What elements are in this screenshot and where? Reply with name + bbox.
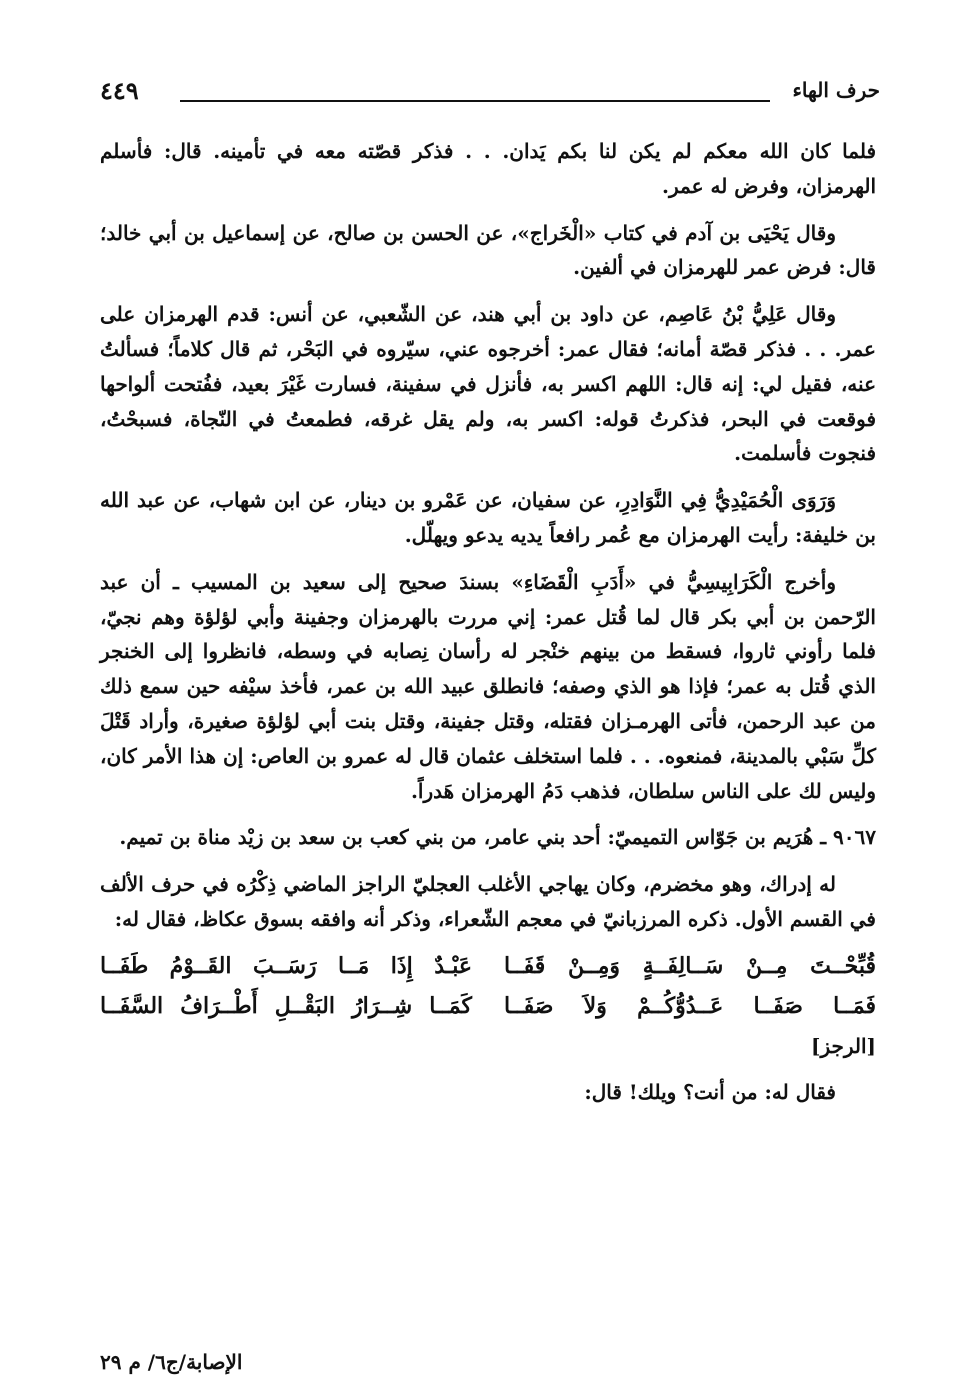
entry-text: أحد بني عامر، من بني كعب بن سعد بن زيْد مناة بن تميم. (119, 825, 601, 850)
paragraph-5: وأخرج الْكَرَابِيسِيُّ في «أَدَبِ الْقَضَاءِ» بسندَ صحيح إلى سعيد بن المسيب ـ أن عبد الرّحمن بن أبي بكر قال لما قُتل عمر: إني مررت بالهرمزان وجفينة وأبي لؤلؤة وهم نجيّ، فلما رأوني ثاروا، فسقط من بينهم خنْجر له رأسان نِصابه في وسطه، فانظروا إلى الخنجر الذي قُتل به عمر؛ فإذا هو الذي وصفه؛ فانطلق عبيد الله بن عمر، فأخذ سيْفه حين سمع ذلك من عبد الرحمن، فأتى الهرمـزان فقتله، وقتل جفينة، وقتل بنت أبي لؤلؤة صغيرة، وأراد قَتْلَ كلِّ سَبْي بالمدينة، فمنعوه. . . فلما استخلف عثمان قال له عمرو بن العاص: إن هذا الأمر كان، وليس لك على الناس سلطان، فذهب دَمُ الهرمزان هَدراً. (100, 569, 876, 803)
verse-hemistich-first: فَمَــا صَفَــا عَــدُوُّكُــمْ وَلاَ صَفَــا (504, 992, 876, 1019)
paragraph-2: وقال يَحْيَى بن آدم في كتاب «الْخَراج»، عن الحسن بن صالح، عن إسماعيل بن أبي خالد؛ قال: فرض عمر للهرمزان في ألفين. (100, 220, 876, 280)
header-rule (180, 100, 770, 102)
verse-line-2 (100, 989, 876, 1029)
closing-line: فقال له: من أنت؟ ويلك! قال: (584, 1079, 836, 1104)
paragraph-after-entry: له إدراك، وهو مخضرم، وكان يهاجي الأغلب العجليّ الراجز الماضي ذِكْرُه في حرف الألف في القسم الأول. ذكره المرزبانيّ في معجم الشّعراء، وذكر أنه وافقه بسوق عكاظ، فقال له: (100, 872, 876, 931)
printer-signature: الإصابة/ج٦/ م ٢٩ (100, 1350, 243, 1374)
verse-hemistich-second: عَبْـدٌ إِذَا مَــا رَسَــبَ القَــوْمُ طَفَــا (100, 952, 472, 979)
page-number: ٤٤٩ (100, 76, 139, 105)
page-body (100, 134, 876, 1122)
paragraph-4: وَرَوَى الْحُمَيْدِيُّ فِي النَّوَادِرِ، عن سفيان، عن عَمْرو بن دينار، عن ابن شهاب، عن عبد الله بن خليفة: رأيت الهرمزان مع عُمر رافعاً يديه يدعو ويهلّل. (100, 488, 876, 547)
running-title: حرف الهاء (792, 78, 880, 102)
page-footer (100, 1350, 876, 1380)
entry-heading: ٩٠٦٧ ـ هُرَيم بن جَوّاس التميميّ: (607, 825, 876, 850)
verse-hemistich-first: قُبِّحْــتَ مِــنْ سَــالِفَــةٍ وَمِــنْ قَفَــا (504, 952, 876, 979)
verse-line-1 (100, 949, 876, 989)
paragraph-3: وقال عَلِيُّ بْنُ عَاصِم، عن داود بن أبي هند، عن الشّعبي، عن أنس: قدم الهرمزان على عمر. . . فذكر قصّة أمانه؛ فقال عمر: أخرجوه عني، سيّروه في البَحْر، ثم قال كلاماً؛ فسألتُ عنه، فقيل لي: إنه قال: اللهم اكسر به، فأنزل في سفينة، فسارت غَيْرَ بعيد، ففُتحت ألواحها فوقعت في البحر، فذكرتُ قوله: اكسر به، ولم يقل غرقه، فطمعتُ في النّجاة، فسبحْتُ، فنجوت فأسلمت. (100, 302, 876, 466)
biography-entry (100, 820, 876, 855)
verse-hemistich-second: كَمَــا شِــرَارُ البَقْــلِ أَطْــرَافُ السَّفَــا (100, 992, 472, 1019)
paragraph-1: فلما كان الله معكم لم يكن لنا بكم يَدان. . . فذكر قصّته معه في تأمينه. قال: فأسلم الهرمزان، وفرض له عمر. (100, 139, 876, 198)
poem-meter: [الرجز] (810, 1033, 876, 1058)
poem (100, 949, 876, 1069)
page-header (100, 72, 880, 116)
